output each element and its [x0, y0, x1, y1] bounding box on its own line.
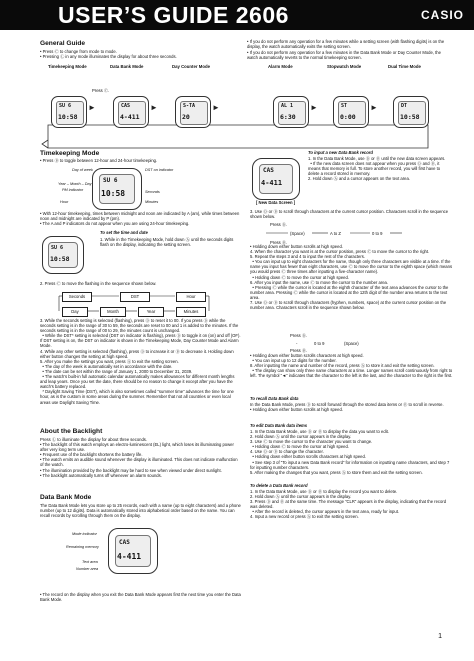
char-seq-a-z: A to Z [330, 231, 341, 236]
backlight-heading: About the Backlight [40, 428, 103, 435]
input-steps-1-2: 1. In the Data Bank Mode, use Ⓓ or Ⓑ until the new data screen appears. • If the new data screen does not appear when you press Ⓓ and Ⓑ, it means that memory is full. To store another record, you will first have to delete a record stored in memory. 2. Hold down Ⓐ and a cursor appears on the text area. [308, 156, 446, 182]
label-remaining-memory: Remaining memory [66, 545, 99, 549]
label-minutes: Minutes [145, 200, 159, 204]
edit-body: 1. In the Data Bank Mode, use Ⓓ or Ⓑ to display the data you want to edit. 2. Hold down Ⓐ until the cursor appears in the display. 3. Use Ⓒ to move the cursor to the character you want to change. • Holding down Ⓒ to move the cursor at high speed. 4. Use Ⓓ or Ⓑ to change the character. • Holding down either button scrolls characters at high speed. • See step 3 of “To input a new Data Bank record” for information on inputting name characters, and step 7 for inputting number characters. 5. After making the changes that you want, press Ⓐ to store them and exit the setting screen. [250, 429, 450, 475]
mode-label-stopwatch: Stopwatch Mode [327, 64, 362, 69]
mode-label-dualtime: Dual Time Mode [388, 64, 421, 69]
general-right-1: • If you do not perform any operation for a few minutes while a setting screen (with flashing digits) is on the display, the watch automatically exits the setting screen. [247, 39, 446, 50]
mode-label-timekeeping: Timekeeping Mode [48, 64, 87, 69]
delete-body: 1. In the Data Bank Mode, use Ⓓ or Ⓑ to display the record you want to delete. 2. Hold down Ⓐ until the cursor appears in the display. 3. Press Ⓓ and Ⓑ at the same time. The message “CLR” appears in the display, indicating that the record was deleted. • After the record is deleted, the cursor appears in the text area, ready for input. 4. Input a new record or press Ⓐ to exit the setting screen. [250, 489, 447, 520]
db-diagram-line1: CAS [119, 539, 130, 546]
timekeeping-para-2: • The A and P indicators do not appear when you are using 24-hour timekeeping. [40, 221, 190, 226]
arrow-right-icon: ► [150, 103, 158, 112]
seq-month: Month [100, 307, 126, 317]
set-time-title: To set the time and date [100, 230, 148, 235]
arrow-right-icon: ► [212, 103, 220, 112]
edit-title: To edit Data Bank data items [250, 423, 308, 428]
arrow-right-icon: ► [310, 103, 318, 112]
input-steps-8: • Holding down either button scrolls characters at high speed. • You can input up to 12 digits for the number. 8. After inputting the name and number of the record, press Ⓐ to store it and exit the setting screen. • The display can show only three name characters at a time. Longer names scroll continuously from right to left. The symbol “◄” indicates that the character to the left is the last, and the character to the right is the first. [250, 353, 453, 379]
general-line-2: • Pressing Ⓛ in any mode illuminates the display for about three seconds. [40, 54, 177, 59]
label-day-of-week: Day of week [72, 168, 93, 172]
seq-year: Year [138, 307, 164, 317]
arrow-right-icon: ► [88, 103, 96, 112]
watch-st-line1: ST [341, 103, 348, 109]
set-diagram-line1: SU 6 [51, 245, 64, 251]
recall-title: To recall Data Bank data [250, 396, 299, 401]
label-year-month-day: Year – Month – Day [58, 182, 92, 186]
databank-heading: Data Bank Mode [40, 494, 92, 501]
watch-dc-line2: 20 [182, 113, 190, 121]
watch-daycounter [175, 96, 211, 128]
watch-al-line1: AL 1 [281, 103, 294, 109]
num-seq-hyphen: - [296, 341, 298, 346]
char-seq-0-9: 0 to 9 [372, 231, 383, 236]
mode-label-databank: Data Bank Mode [110, 64, 144, 69]
page-number: 1 [438, 633, 442, 640]
set-steps-3-5: 3. While the seconds setting is selected (flashing), press Ⓓ to reset it to 00. If you press Ⓓ while the seconds setting is in the range of 30 to 59, the seconds are reset to 00 and 1 is added to the minutes. If the seconds setting is in the range of 00 to 29, the minutes count is unchanged. • While the DST* setting is selected (DST on indicator is flashing), press Ⓓ to toggle it on (on) and off (OF). If DST setting is on, the DST on indicator is shown in the Timekeeping Mode, Day Counter Mode and Alarm Mode. 4. While any other setting is selected (flashing), press Ⓓ to increase it or Ⓑ to decrease it. Holding down either button changes the setting at high speed. 5. After you make the settings you want, press Ⓐ to exit the setting screen. • The day of the week is automatically set in accordance with the date. • The date can be set within the range of January 1, 2000 to December 31, 2039. • The watch’s built-in full automatic calendar automatically makes allowances for different month lengths and leap years. Once you set the date, there should be no reason to change it except after you have the watch’s battery replaced. * Daylight Saving Time (DST), which is also sometimes called “summer time” advances the time for one hour, as is the custom in some areas during the summer. Remember that not all countries or even local areas use Daylight Saving Time. [40, 318, 241, 405]
recall-body: In the Data Bank Mode, press Ⓓ to scroll forward through the stored data items or Ⓑ to scroll in reverse. • Holding down either button scrolls at high speed. [250, 402, 444, 413]
general-line-1: • Press Ⓒ to change from mode to mode. [40, 49, 117, 54]
nd-diagram-line1: CAS [263, 167, 274, 174]
watch-dt-line1: DT [401, 103, 408, 109]
timekeeping-line-1: • Press Ⓑ to toggle between 12-hour and 24-hour timekeeping. [40, 158, 158, 163]
delete-title: To delete a Data Bank record [250, 483, 308, 488]
mode-cycle-loop [48, 125, 428, 148]
seq-seconds: Seconds [62, 292, 92, 302]
watch-timekeeping [51, 96, 87, 128]
watch-tk-line1: SU 6 [59, 103, 72, 109]
watch-db-line2: 4-411 [120, 113, 140, 121]
label-dst-indicator: DST on indicator [145, 168, 174, 172]
mode-cycle-diagram [30, 70, 450, 160]
num-seq-space: (Space) [344, 341, 359, 346]
new-data-screen-diagram [252, 158, 300, 200]
databank-display-diagram [108, 528, 158, 574]
watch-dc-line1: S-TA [183, 103, 196, 109]
watch-dualtime [393, 96, 429, 128]
general-right-2: • If you do not perform any operation for a few minutes in the Data Bank Mode or Day Counter Mode, the watch automatically reverts to the normal timekeeping screen. [247, 50, 443, 61]
num-seq-0-9: 0 to 9 [314, 341, 325, 346]
press-c-label: Press Ⓒ. [92, 88, 110, 93]
guide-title: USER’S GUIDE 2606 [58, 2, 289, 28]
watch-dt-line2: 10:58 [400, 113, 420, 121]
set-diagram-line2: 10:58 [50, 255, 70, 263]
header-bar [0, 0, 474, 30]
cycle-arrow-head [42, 140, 48, 148]
tk-diagram-line1: SU 6 [103, 177, 118, 184]
arrow-right-icon: ► [370, 103, 378, 112]
label-number-area: Number area [76, 567, 99, 571]
watch-alarm [273, 96, 309, 128]
setting-screen-diagram [42, 236, 84, 274]
backlight-body: Press Ⓛ to illuminate the display for about three seconds. • The backlight of this watch employs an electro-luminescent (EL) light, which loses its illuminating power after very long term use. • Frequent use of the backlight shortens the battery life. • The watch emits an audible sound whenever the display is illuminated. This does not indicate malfunction of the watch. • The illumination provided by the backlight may be hard to see when viewed under direct sunlight. • The backlight automatically turns off whenever an alarm sounds. [40, 437, 238, 478]
watch-stopwatch [333, 96, 369, 128]
databank-body: The Data Bank Mode lets you store up to 25 records, each with a name (up to eight characters) and a phone number (up to 12 digits). Data is automatically stored into alphabetical order based on the name. You can recall records by scrolling through them on the display. [40, 503, 243, 519]
label-text-area: Text area [82, 560, 98, 564]
press-b-label: Press Ⓑ. [270, 240, 288, 245]
seq-day: Day [62, 307, 88, 317]
mode-label-daycounter: Day Counter Mode [172, 64, 210, 69]
seq-minutes: Minutes [176, 307, 206, 317]
databank-footnote: • The record on the display when you exit the Data Bank Mode appears first the next time you enter the Data Bank Mode. [40, 592, 243, 603]
seq-dst: DST [120, 292, 150, 302]
watch-tk-line2: 10:58 [58, 113, 78, 121]
press-b-label-2: Press Ⓑ. [290, 348, 308, 353]
tk-diagram-line2: 10:58 [101, 189, 126, 198]
watch-db-line1: CAS [121, 103, 131, 109]
timekeeping-heading: Timekeeping Mode [40, 150, 100, 157]
timekeeping-para-1: • With 12-hour timekeeping, times between midnight and noon are indicated by A (am), while times between noon and midnight are indicated by P (pm). [40, 211, 241, 222]
nd-diagram-line2: 4-411 [261, 179, 283, 187]
watch-al-line2: 6:30 [280, 113, 296, 121]
press-d-label-2: Press Ⓓ. [290, 333, 308, 338]
input-step-3: 3. Use Ⓓ or Ⓑ to scroll through characters at the current cursor position. Characters scroll in the sequence shown below. [250, 209, 450, 220]
label-mode-indicator: Mode indicator [72, 532, 97, 536]
set-step-1: 1. While in the Timekeeping Mode, hold down Ⓐ until the seconds digits flash on the display, indicating the setting screen. [100, 237, 235, 248]
set-step-2: 2. Press Ⓒ to move the flashing in the sequence shown below. [40, 281, 157, 286]
db-diagram-line2: 4-411 [117, 552, 142, 561]
press-d-label: Press Ⓓ. [270, 222, 288, 227]
input-steps-4-7: • Holding down either button scrolls at high speed. 4. When the character you want is at the cursor position, press Ⓒ to move the cursor to the right. 5. Repeat the steps 3 and 4 to input the rest of the characters. • You can input up to eight characters for the name, though only three characters are visible at a time. If the name you input has fewer than eight characters, use Ⓒ to move the cursor to the eighth space (which means you would press Ⓒ three times after inputting a five-character name). • Holding down Ⓒ to move the cursor at high speed. 6. After you input the name, use Ⓒ to move the cursor to the number area. • Pressing Ⓒ while the cursor is located at the eighth character of the text area advances the cursor to the number area. Pressing Ⓒ while the cursor is located at the 12th digit of the number area returns to the text area. 7. Use Ⓓ or Ⓑ to scroll through characters (hyphen, numbers, space) at the current cursor position on the number area. Characters scroll in the sequence shown below. [250, 244, 453, 311]
watch-databank [113, 96, 149, 128]
mode-label-alarm: Alarm Mode [268, 64, 293, 69]
char-seq-space: (Space) [290, 231, 305, 236]
timekeeping-display-diagram [92, 168, 142, 210]
label-pm-indicator: PM indicator [62, 188, 84, 192]
char-sequence-arrows [262, 228, 412, 242]
sequence-arrows [55, 290, 215, 320]
input-record-title: To input a new Data Bank record [308, 150, 373, 155]
label-seconds: Seconds [145, 190, 160, 194]
label-hour: Hour [60, 200, 69, 204]
seq-hour: Hour [176, 292, 206, 302]
casio-logo: CASIO [420, 8, 464, 22]
new-data-screen-caption: [ New Data Screen ] [256, 200, 296, 205]
general-guide-heading: General Guide [40, 40, 86, 47]
watch-st-line2: 0:00 [340, 113, 356, 121]
